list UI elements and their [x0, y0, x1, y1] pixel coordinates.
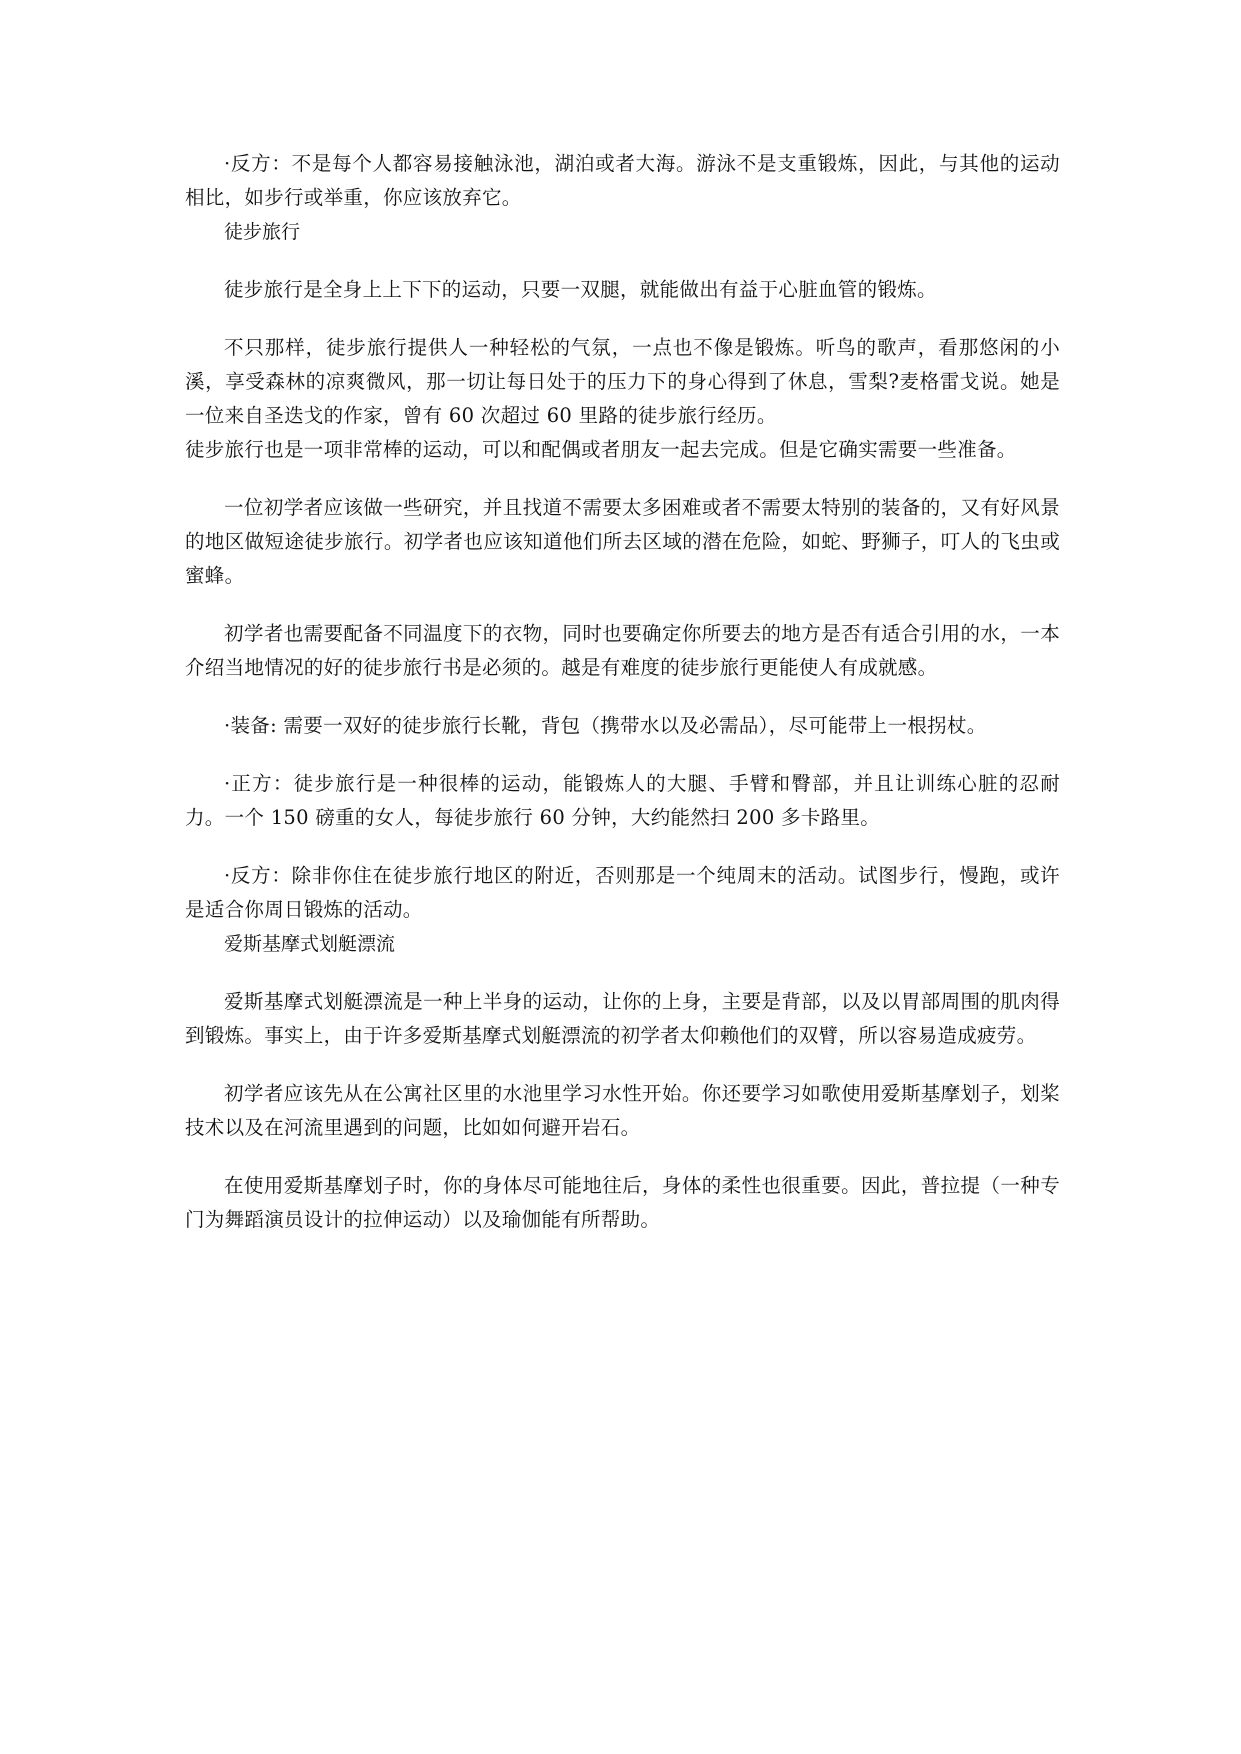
paragraph-hiking-pros: ·正方：徒步旅行是一种很棒的运动，能锻炼人的大腿、手臂和臀部，并且让训练心脏的忍耐力。一个 150 磅重的女人，每徒步旅行 60 分钟，大约能然扫 200 多卡路里。 — [185, 772, 1060, 829]
paragraph-hiking-partner: 徒步旅行也是一项非常棒的运动，可以和配偶或者朋友一起去完成。但是它确实需要一些准备。 — [185, 438, 1017, 461]
section-heading-hiking: 徒步旅行 — [224, 221, 301, 243]
paragraph-kayaking-intro: 爱斯基摩式划艇漂流是一种上半身的运动，让你的上身，主要是背部，以及以胃部周围的肌肉得到锻炼。事实上，由于许多爱斯基摩式划艇漂流的初学者太仰赖他们的双臂，所以容易造成疲劳。 — [185, 990, 1060, 1047]
paragraph-hiking-equipment: ·装备: 需要一双好的徒步旅行长靴，背包（携带水以及必需品），尽可能带上一根拐杖。 — [224, 714, 987, 737]
document-page — [185, 147, 1060, 1237]
section-heading-kayaking: 爱斯基摩式划艇漂流 — [224, 933, 396, 955]
paragraph-swimming-cons: ·反方：不是每个人都容易接触泳池，湖泊或者大海。游泳不是支重锻炼，因此，与其他的运动相比，如步行或举重，你应该放弃它。 — [185, 152, 1060, 209]
paragraph-hiking-cons: ·反方：除非你住在徒步旅行地区的附近，否则那是一个纯周末的活动。试图步行，慢跑，或许是适合你周日锻炼的活动。 — [185, 864, 1060, 921]
paragraph-hiking-intro: 徒步旅行是全身上上下下的运动，只要一双腿，就能做出有益于心脏血管的锻炼。 — [224, 278, 937, 301]
paragraph-hiking-beginner: 一位初学者应该做一些研究，并且找道不需要太多困难或者不需要太特别的装备的，又有好风景的地区做短途徒步旅行。初学者也应该知道他们所去区域的潜在危险，如蛇、野狮子，叮人的飞虫或蜜蜂。 — [185, 496, 1060, 587]
paragraph-hiking-clothing: 初学者也需要配备不同温度下的衣物，同时也要确定你所要去的地方是否有适合引用的水，一本介绍当地情况的好的徒步旅行书是必须的。越是有难度的徒步旅行更能使人有成就感。 — [185, 622, 1060, 679]
paragraph-kayaking-flexibility: 在使用爱斯基摩划子时，你的身体尽可能地往后，身体的柔性也很重要。因此，普拉提（一种专门为舞蹈演员设计的拉伸运动）以及瑜伽能有所帮助。 — [185, 1174, 1060, 1231]
paragraph-hiking-atmosphere: 不只那样，徒步旅行提供人一种轻松的气氛，一点也不像是锻炼。听鸟的歌声，看那悠闲的小溪，享受森林的凉爽微风，那一切让每日处于的压力下的身心得到了休息，雪梨?麦格雷戈说。她是一位来自圣迭戈的作家，曾有 60 次超过 60 里路的徒步旅行经历。 — [185, 336, 1060, 427]
paragraph-kayaking-beginner: 初学者应该先从在公寓社区里的水池里学习水性开始。你还要学习如歌使用爱斯基摩划子，划桨技术以及在河流里遇到的问题，比如如何避开岩石。 — [185, 1082, 1060, 1139]
